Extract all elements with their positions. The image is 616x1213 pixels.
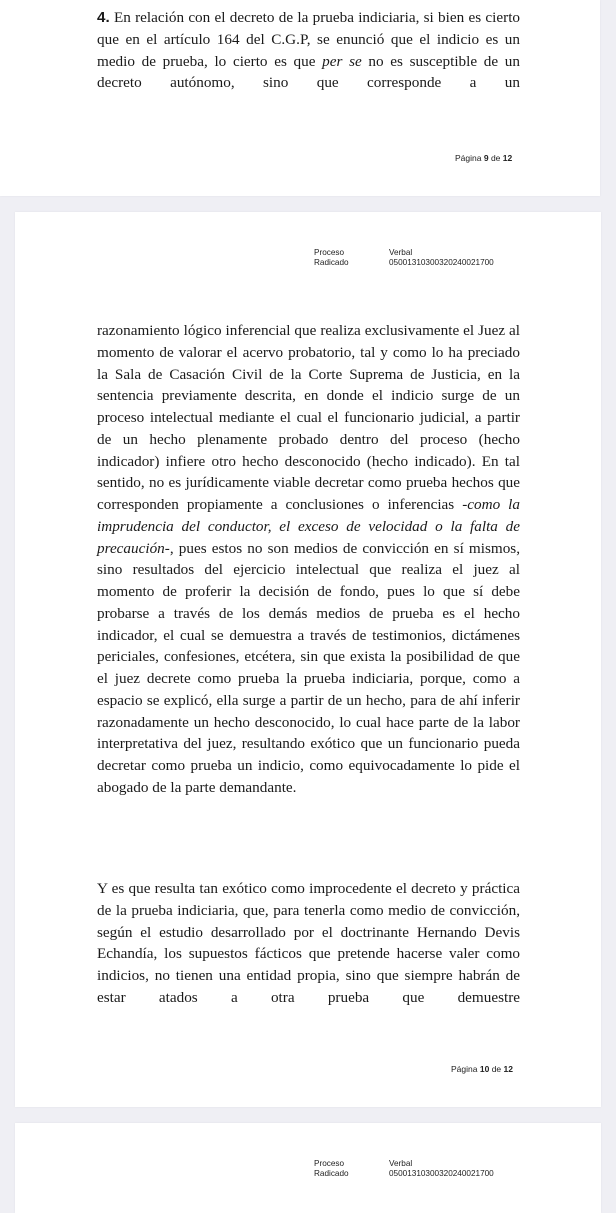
footer-total-pages: 12	[503, 1064, 513, 1074]
footer-prefix: Página	[451, 1064, 478, 1074]
italic-term: per se	[322, 52, 362, 70]
paragraph-text-continued: -, pues estos no son medios de convicción en sí mismos, sino resultados del ejercicio intelectual que realiza el juez al momento de proferir la decisión de fondo, pues lo que sí debe probarse a través de los demás medios de prueba es el hecho indicador, el cual se demuestra a través de testimonios, dictámenes periciales, confesiones, etcétera, sin que exista la posibilidad de que el juez decrete como prueba la prueba indiciaria, porque, como a espacio se explicó, ella surge a partir de un hecho, para de ahí inferir razonadamente un hecho desconocido, lo cual hace parte de la labor interpretativa del juez, resultando exótico que un funcionario pueda decretar como prueba un indicio, como equivocadamente lo pide el abogado de la parte demandante.	[97, 539, 520, 796]
header-label-proceso: Proceso	[314, 1159, 345, 1168]
header-value-proceso: Verbal	[389, 1159, 413, 1168]
header-label-proceso: Proceso	[314, 248, 345, 257]
header-label-radicado: Radicado	[314, 1169, 349, 1178]
document-page-10	[15, 212, 601, 1107]
footer-total-pages: 12	[502, 153, 513, 163]
header-label-radicado: Radicado	[314, 258, 349, 267]
italic-examples: como la imprudencia del conductor, el exceso de velocidad o la falta de precaución	[97, 496, 520, 557]
footer-of: de	[491, 1064, 502, 1074]
footer-page-number: 10	[479, 1064, 490, 1074]
page-footer	[451, 1064, 513, 1074]
paragraph-text: Y es que resulta tan exótico como improcedente el decreto y práctica de la prueba indiciaria, que, para tenerla como medio de convicción, según el estudio desarrollado por el doctrinante Hernando Devis Echandía, los supuestos fácticos que pretende hacerse valer como indicios, no tienen una entidad propia, sino que siempre habrán de estar atados a otra prueba que demuestre	[97, 880, 520, 1006]
header-value-radicado: 05001310300320240021700	[389, 1169, 494, 1178]
document-header	[314, 1159, 494, 1179]
document-page-11	[15, 1123, 601, 1213]
paragraph-item-4	[97, 7, 520, 94]
document-header	[314, 248, 494, 268]
paragraph-text-continued: no es susceptible de un decreto autónomo, sino que corresponde a un	[97, 52, 520, 92]
paragraph-text: razonamiento lógico inferencial que realiza exclusivamente el Juez al momento de valorar el acervo probatorio, tal y como lo ha preciado la Sala de Casación Civil de la Corte Suprema de Justicia, en la sentencia previamente descrita, en donde el indicio surge de un proceso intelectual mediante el cual el funcionario judicial, a partir de un hecho plenamente probado dentro del proceso (hecho indicador) infiere otro hecho desconocido (hecho indicado). En tal sentido, no es jurídicamente viable decretar como prueba hechos que corresponden propiamente a conclusiones o inferencias -	[97, 322, 520, 513]
footer-page-number: 9	[483, 153, 489, 163]
item-number: 4.	[97, 9, 110, 26]
document-page-9	[0, 0, 600, 196]
footer-prefix: Página	[455, 153, 482, 163]
paragraph-text: En relación con el decreto de la prueba indiciaria, si bien es cierto que en el artículo 164 del C.G.P, se enunció que el indicio es un medio de prueba, lo cierto es que	[97, 9, 521, 70]
paragraph-main	[97, 320, 520, 799]
footer-of: de	[490, 153, 501, 163]
page-footer	[455, 153, 512, 163]
header-value-proceso: Verbal	[389, 248, 413, 257]
paragraph-second	[97, 878, 520, 1009]
header-value-radicado: 05001310300320240021700	[389, 258, 494, 267]
